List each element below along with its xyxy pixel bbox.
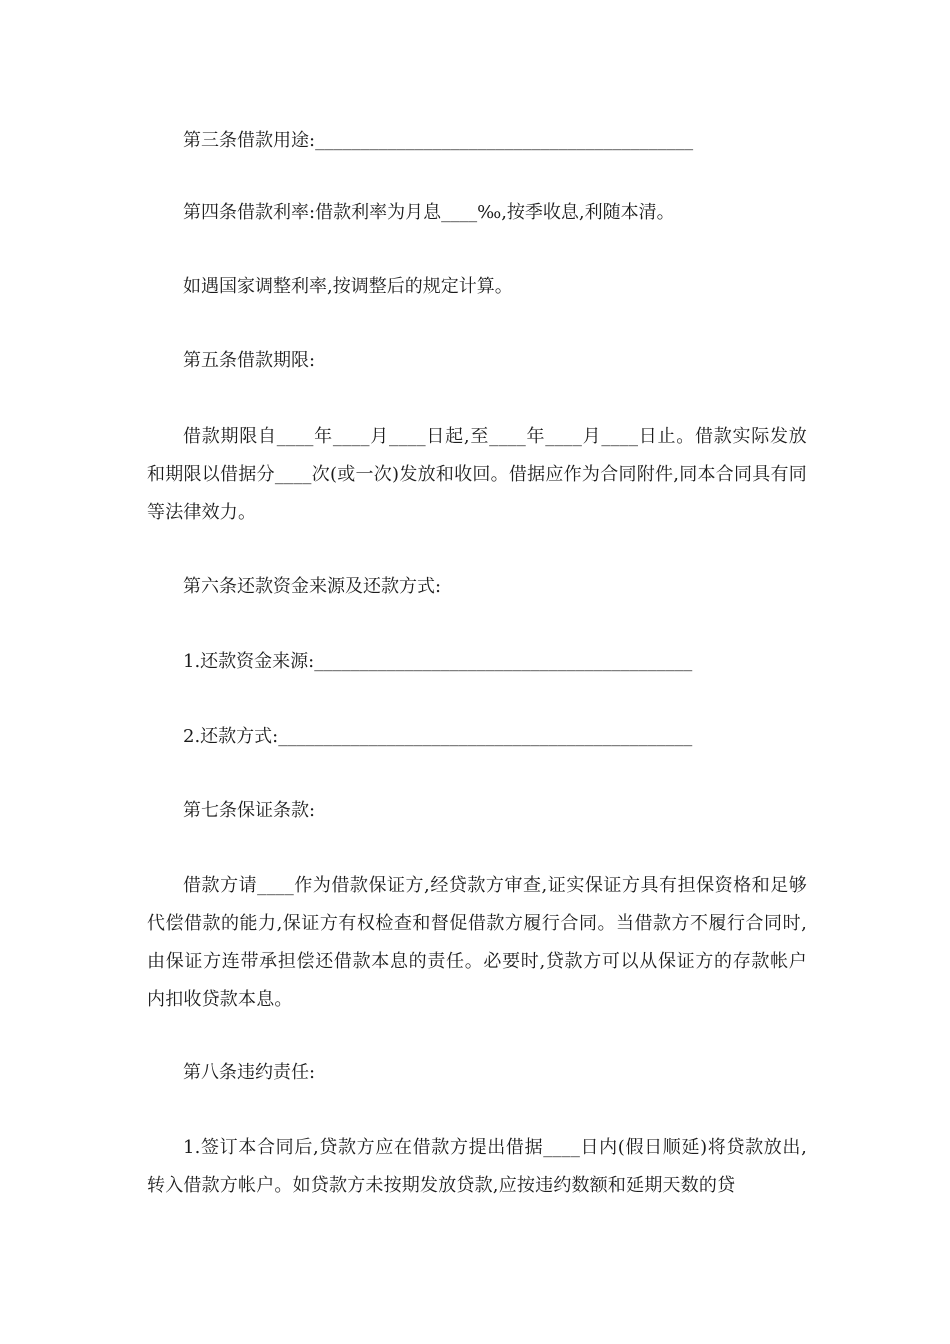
article-5-term-heading: 第五条借款期限:	[183, 350, 316, 371]
rate-adjustment-note: 如遇国家调整利率,按调整后的规定计算。	[183, 276, 513, 297]
repayment-method-line: 2.还款方式:______________________________________________	[183, 726, 693, 747]
term-paragraph: 借款期限自____年____月____日起,至____年____月____日止。借款实际发放和期限以借据分____次(或一次)发放和收回。借据应作为合同附件,同本合同具有同等法律效力。	[147, 426, 807, 523]
article-7-guarantee-heading: 第七条保证条款:	[183, 800, 316, 821]
article-3-purpose: 第三条借款用途:__________________________________________	[183, 130, 694, 151]
breach-clause-1-paragraph: 1.签订本合同后,贷款方应在借款方提出借据____日内(假日顺延)将贷款放出,转入借款方帐户。如贷款方未按期发放贷款,应按违约数额和延期天数的贷	[147, 1137, 807, 1196]
guarantee-paragraph: 借款方请____作为借款保证方,经贷款方审查,证实保证方具有担保资格和足够代偿借款的能力,保证方有权检查和督促借款方履行合同。当借款方不履行合同时,由保证方连带承担偿还借款本息的责任。必要时,贷款方可以从保证方的存款帐户内扣收贷款本息。	[147, 875, 807, 1010]
article-4-interest-rate: 第四条借款利率:借款利率为月息____‰,按季收息,利随本清。	[183, 202, 675, 223]
repayment-source-line: 1.还款资金来源:__________________________________________	[183, 651, 693, 672]
article-6-repayment-heading: 第六条还款资金来源及还款方式:	[183, 576, 442, 597]
article-8-breach-heading: 第八条违约责任:	[183, 1062, 316, 1083]
